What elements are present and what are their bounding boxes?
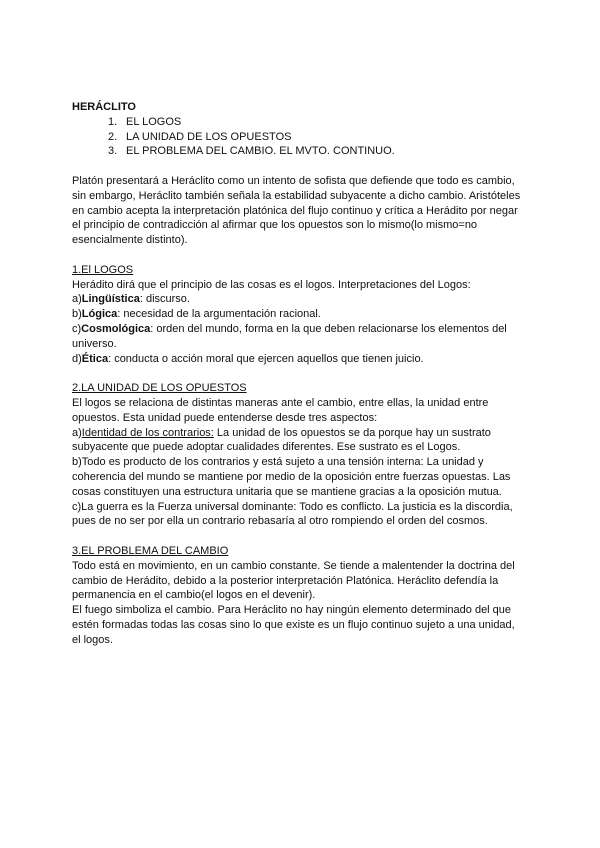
item-text: : discurso. bbox=[139, 293, 190, 306]
cambio-paragraph-2: El fuego simboliza el cambio. Para Heráclito no hay ningún elemento determinado del que estén formadas todas las cosas sino lo que existe es un flujo continuo sujeto a una unidad, el logos. bbox=[72, 604, 515, 646]
opuestos-item-c: c)La guerra es la Fuerza universal dominante: Todo es conflicto. La justicia es la discordia, pues de no ser por ella un contrario rebasaría al otro rompiendo el orden del cosmos. bbox=[72, 500, 513, 528]
item-text: La unidad de los opuestos se da porque hay un sustrato subyacente que puede adoptar cualidades diferentes. Ese sustrato es el Logos. bbox=[72, 426, 491, 454]
intro-paragraph: Platón presentará a Heráclito como un intento de sofista que defiende que todo es cambio, sin embargo, Heráclito también señala la estabilidad subyacente a dicho cambio. Aristóteles en cambio acepta la interpretación platónica del flujo continuo y crítica a Herádito por negar el principio de contradicción al afirmar que los opuestos son lo mismo(lo mismo=no esencialmente distinto). bbox=[72, 174, 521, 247]
toc-number: 3. bbox=[108, 145, 118, 158]
item-prefix: b) bbox=[72, 308, 82, 321]
logos-item-d bbox=[72, 352, 524, 367]
section-heading-logos: 1.El LOGOS bbox=[72, 263, 134, 276]
item-term: Ética bbox=[81, 352, 109, 365]
item-term: Identidad de los contrarios: bbox=[81, 426, 214, 439]
opuestos-item-b: b)Todo es producto de los contrarios y está sujeto a una tensión interna: La unidad y coherencia del mundo se mantiene por medio de la oposición entre fuerzas opuestas. Las cosas constituyen una estructura unitaria que se mantiene gracias a la oposición mutua. bbox=[72, 456, 511, 498]
item-text: : necesidad de la argumentación racional. bbox=[117, 308, 321, 321]
item-prefix: d) bbox=[72, 352, 82, 365]
toc-number: 2. bbox=[108, 130, 118, 143]
toc-number: 1. bbox=[108, 115, 118, 128]
section-lead: Herádito dirá que el principio de las cosas es el logos. Interpretaciones del Logos: bbox=[72, 278, 471, 291]
toc-item bbox=[108, 144, 524, 159]
opuestos-item-a bbox=[72, 426, 524, 456]
item-prefix: c) bbox=[72, 322, 82, 335]
item-term: Lógica bbox=[81, 308, 118, 321]
logos-item-c bbox=[72, 322, 524, 352]
document-content bbox=[72, 100, 524, 647]
spacer bbox=[72, 366, 524, 381]
item-term: Lingüística bbox=[81, 293, 140, 306]
section-heading-cambio: 3.EL PROBLEMA DEL CAMBIO bbox=[72, 544, 229, 557]
toc-item bbox=[108, 130, 524, 145]
section-lead: El logos se relaciona de distintas maneras ante el cambio, entre ellas, la unidad entre opuestos. Esta unidad puede entenderse desde tres aspectos: bbox=[72, 396, 489, 424]
item-prefix: a) bbox=[72, 293, 82, 306]
toc-label: EL LOGOS bbox=[126, 115, 182, 128]
section-heading-opuestos: 2.LA UNIDAD DE LOS OPUESTOS bbox=[72, 382, 247, 395]
item-text: : conducta o acción moral que ejercen aquellos que tienen juicio. bbox=[108, 352, 424, 365]
document-title: HERÁCLITO bbox=[72, 101, 136, 113]
item-prefix: a) bbox=[72, 426, 82, 439]
toc-item bbox=[108, 115, 524, 130]
table-of-contents bbox=[72, 115, 524, 159]
toc-label: LA UNIDAD DE LOS OPUESTOS bbox=[126, 130, 292, 143]
toc-label: EL PROBLEMA DEL CAMBIO. EL MVTO. CONTINUO. bbox=[126, 145, 395, 158]
spacer bbox=[72, 159, 524, 174]
item-term: Cosmológica bbox=[81, 322, 151, 335]
cambio-paragraph-1: Todo está en movimiento, en un cambio constante. Se tiende a malentender la doctrina del cambio de Herádito, debido a la posterior interpretación Platónica. Heráclito defendía la permanencia en el cambio(el logos en el devenir). bbox=[72, 559, 515, 602]
spacer bbox=[72, 248, 524, 263]
logos-item-a bbox=[72, 292, 524, 307]
spacer bbox=[72, 529, 524, 544]
logos-item-b bbox=[72, 307, 524, 322]
item-text: : orden del mundo, forma en la que deben relacionarse los elementos del universo. bbox=[72, 322, 507, 350]
